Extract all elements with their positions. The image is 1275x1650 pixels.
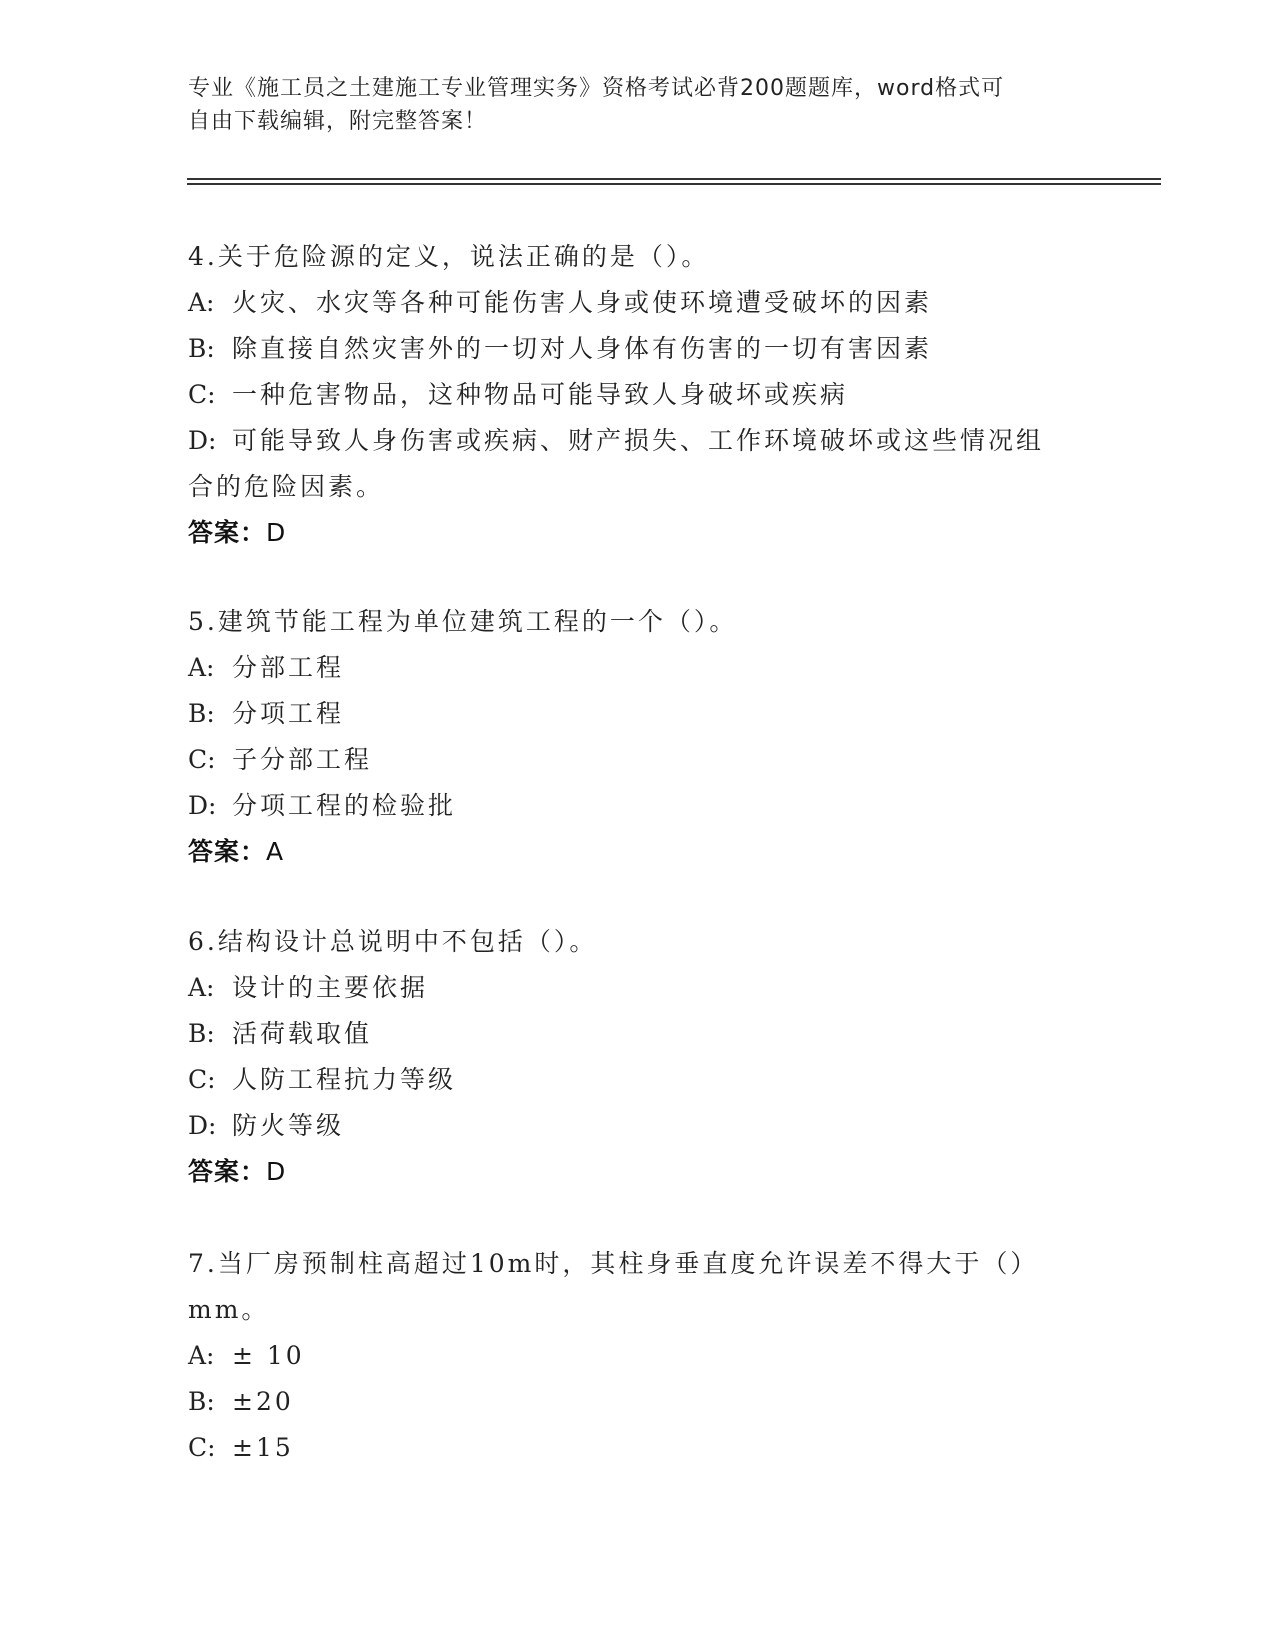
question-stem-continuation: mm。 xyxy=(188,1295,270,1324)
option-letter: D: xyxy=(188,1111,217,1140)
question-stem: 6.结构设计总说明中不包括（）。 xyxy=(188,927,598,956)
option-text: 分部工程 xyxy=(232,653,345,682)
option-a xyxy=(188,965,1088,1011)
option-c xyxy=(188,1425,1088,1471)
question-7 xyxy=(188,1241,1088,1471)
option-text: ± 10 xyxy=(232,1341,305,1370)
answer-value: D xyxy=(266,518,287,547)
option-text: 人防工程抗力等级 xyxy=(232,1065,457,1094)
option-text: 子分部工程 xyxy=(232,745,373,774)
option-letter: B: xyxy=(188,334,215,363)
option-letter: D: xyxy=(188,426,217,455)
question-4 xyxy=(188,234,1088,556)
option-d-continuation: 合的危险因素。 xyxy=(188,472,385,501)
answer-value: D xyxy=(266,1157,287,1186)
header-divider-bottom xyxy=(187,183,1161,185)
answer-line xyxy=(188,510,1088,556)
option-letter: D: xyxy=(188,791,217,820)
option-letter: A: xyxy=(188,1341,215,1370)
question-5 xyxy=(188,599,1088,875)
option-letter: C: xyxy=(188,1065,216,1094)
option-letter: A: xyxy=(188,653,215,682)
answer-value: A xyxy=(266,837,285,866)
option-a xyxy=(188,280,1088,326)
answer-label: 答案： xyxy=(188,1157,267,1186)
question-6 xyxy=(188,919,1088,1195)
header-line-1: 专业《施工员之土建施工专业管理实务》资格考试必背200题题库，word格式可 xyxy=(188,76,1005,101)
question-stem: 7.当厂房预制柱高超过10m时，其柱身垂直度允许误差不得大于（） xyxy=(188,1249,1039,1278)
option-text: 分项工程的检验批 xyxy=(232,791,457,820)
option-b xyxy=(188,326,1088,372)
option-letter: A: xyxy=(188,288,215,317)
option-c xyxy=(188,1057,1088,1103)
option-text: ±20 xyxy=(232,1387,294,1416)
option-letter: C: xyxy=(188,380,216,409)
option-letter: B: xyxy=(188,1387,215,1416)
option-text: 可能导致人身伤害或疾病、财产损失、工作环境破坏或这些情况组 xyxy=(232,426,1045,455)
option-c xyxy=(188,372,1088,418)
option-letter: C: xyxy=(188,1433,216,1462)
option-d xyxy=(188,1103,1088,1149)
option-letter: A: xyxy=(188,973,215,1002)
option-a xyxy=(188,1333,1088,1379)
option-text: 防火等级 xyxy=(232,1111,345,1140)
option-letter: C: xyxy=(188,745,216,774)
option-text: ±15 xyxy=(232,1433,294,1462)
option-b xyxy=(188,691,1088,737)
answer-line xyxy=(188,1149,1088,1195)
option-a xyxy=(188,645,1088,691)
option-text: 设计的主要依据 xyxy=(232,973,429,1002)
option-b xyxy=(188,1379,1088,1425)
option-d xyxy=(188,783,1088,829)
header-divider-top xyxy=(187,178,1161,180)
option-letter: B: xyxy=(188,1019,215,1048)
question-stem: 5.建筑节能工程为单位建筑工程的一个（）。 xyxy=(188,607,738,636)
option-text: 活荷载取值 xyxy=(232,1019,373,1048)
option-c xyxy=(188,737,1088,783)
option-text: 火灾、水灾等各种可能伤害人身或使环境遭受破坏的因素 xyxy=(232,288,933,317)
question-stem: 4.关于危险源的定义，说法正确的是（）。 xyxy=(188,242,710,271)
answer-label: 答案： xyxy=(188,518,267,547)
header-line-2: 自由下载编辑，附完整答案！ xyxy=(188,109,488,134)
option-d xyxy=(188,418,1088,464)
option-text: 一种危害物品，这种物品可能导致人身破坏或疾病 xyxy=(232,380,849,409)
document-header xyxy=(188,72,1088,138)
option-letter: B: xyxy=(188,699,215,728)
option-b xyxy=(188,1011,1088,1057)
option-text: 分项工程 xyxy=(232,699,345,728)
answer-line xyxy=(188,829,1088,875)
answer-label: 答案： xyxy=(188,837,267,866)
option-text: 除直接自然灾害外的一切对人身体有伤害的一切有害因素 xyxy=(232,334,933,363)
